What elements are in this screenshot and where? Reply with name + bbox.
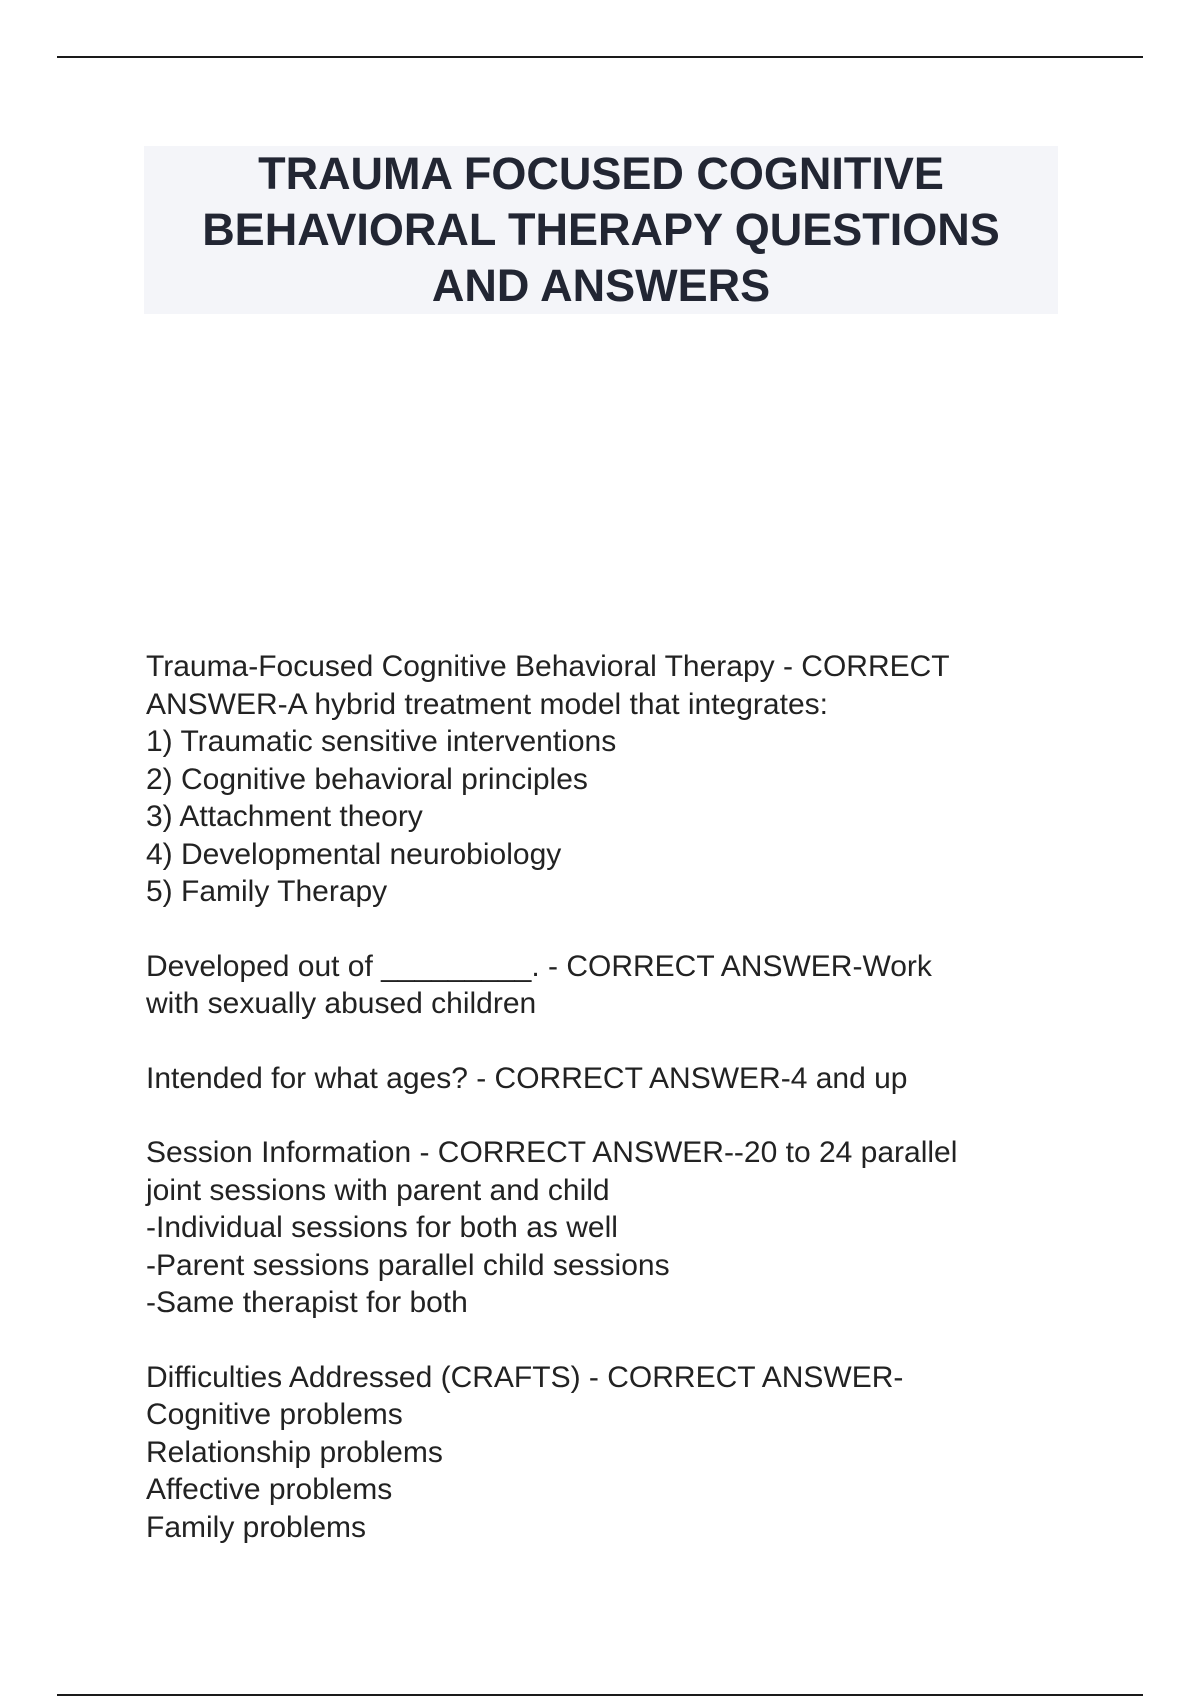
qa-line: Trauma-Focused Cognitive Behavioral Therapy - CORRECT (146, 650, 950, 683)
qa-line: 2) Cognitive behavioral principles (146, 762, 588, 796)
qa-line: Relationship problems (146, 1435, 443, 1469)
qa-line: Family problems (146, 1510, 367, 1544)
qa-line: Cognitive problems (146, 1398, 403, 1431)
document-title-banner (144, 146, 1058, 314)
qa-line: ANSWER-A hybrid treatment model that integrates: (146, 687, 828, 721)
qa-line: -Same therapist for both (146, 1286, 468, 1319)
qa-line: 4) Developmental neurobiology (146, 837, 562, 871)
qa-line: joint sessions with parent and child (146, 1173, 610, 1207)
title-line: BEHAVIORAL THERAPY QUESTIONS (202, 204, 1000, 255)
qa-line: -Individual sessions for both as well (146, 1211, 618, 1244)
qa-line: 5) Family Therapy (146, 875, 388, 908)
qa-item-intended-ages (146, 1060, 1086, 1098)
qa-line: Affective problems (146, 1473, 393, 1506)
qa-item-developed-out-of (146, 948, 1086, 1023)
qa-line: 3) Attachment theory (146, 800, 423, 833)
qa-item-difficulties-addressed (146, 1359, 1086, 1547)
title-line: AND ANSWERS (431, 260, 771, 311)
qa-line: with sexually abused children (146, 987, 537, 1020)
qa-line: -Parent sessions parallel child sessions (146, 1248, 670, 1282)
top-rule (57, 56, 1143, 58)
qa-line: Developed out of _________. - CORRECT ANSWER-Work (146, 949, 932, 983)
qa-content (146, 648, 1086, 1583)
qa-line: Session Information - CORRECT ANSWER--20 to 24 parallel (146, 1136, 958, 1169)
qa-line: Difficulties Addressed (CRAFTS) - CORRECT ANSWER- (146, 1360, 904, 1394)
qa-line: 1) Traumatic sensitive interventions (146, 725, 617, 758)
bottom-rule (57, 1694, 1143, 1696)
qa-item-session-information (146, 1134, 1086, 1322)
title-line: TRAUMA FOCUSED COGNITIVE (258, 148, 944, 199)
qa-item-tfcbt-definition (146, 648, 1086, 911)
qa-line: Intended for what ages? - CORRECT ANSWER-4 and up (146, 1061, 908, 1095)
